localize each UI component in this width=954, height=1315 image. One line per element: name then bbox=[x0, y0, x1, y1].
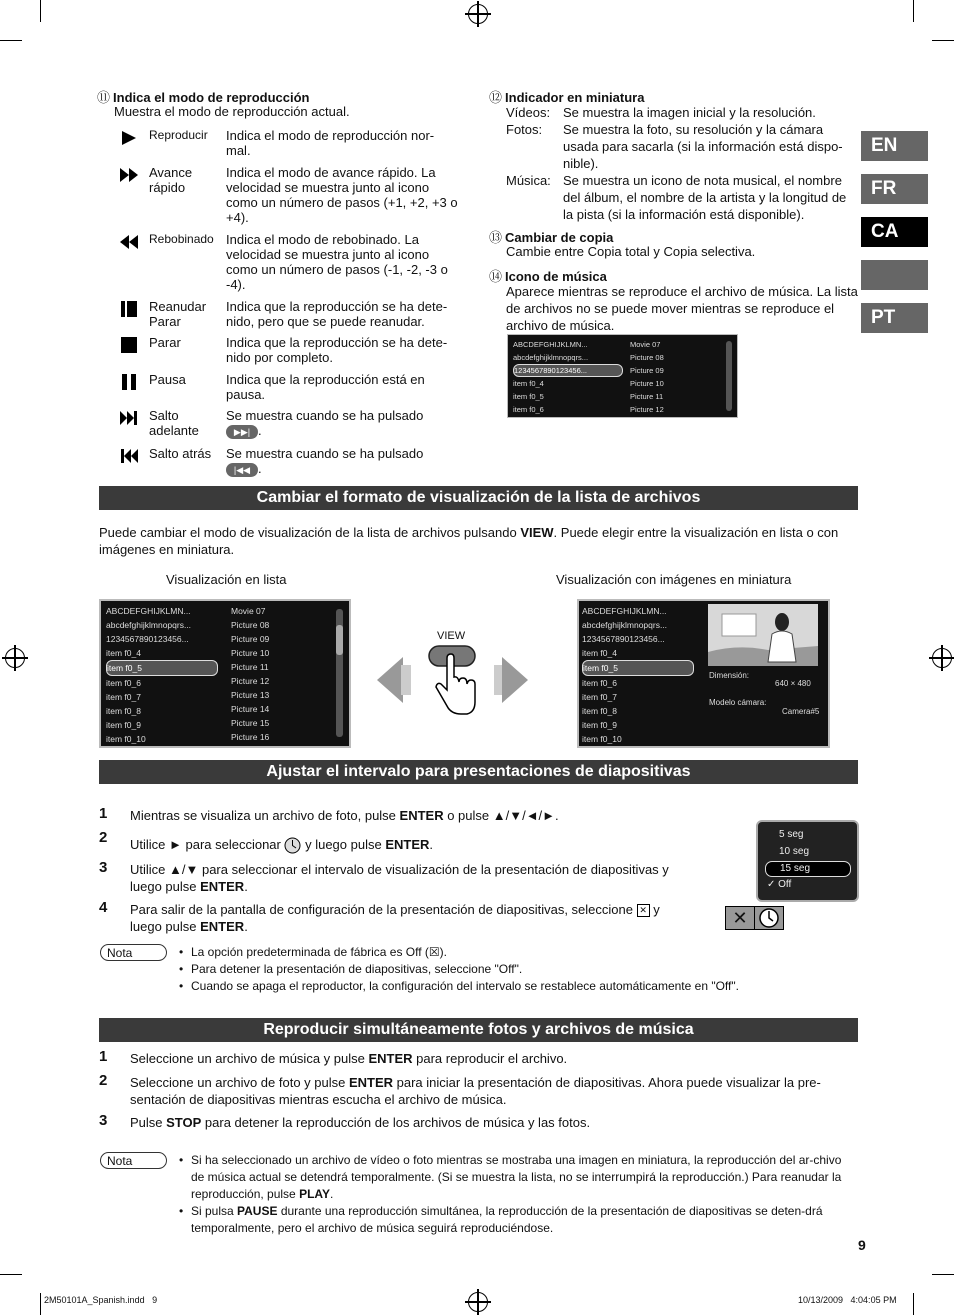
nota-bullet: • Si pulsa PAUSE durante una reproducción simultánea, la reproducción de la presentación de diapositivas se deten-drá temporalmente, pero el archivo de música seguirá reproduciéndose. bbox=[180, 1203, 848, 1237]
nota-bullet: • Si ha seleccionado un archivo de vídeo o foto mientras se mostraba una imagen en miniatura, la reproducción del ar-chivo de música actual se detendrá temporalmente. (Si se muestra la lista, no se interrumpirá la reproducción.) Para reanudar la reproducción, pulse PLAY. bbox=[180, 1152, 848, 1203]
list-item: Picture 16 bbox=[231, 732, 270, 742]
list-item: Picture 10 bbox=[231, 648, 270, 658]
interval-option[interactable]: 10 seg bbox=[779, 846, 810, 857]
tab-fr[interactable]: FR bbox=[861, 174, 928, 204]
section14-heading: ⑭ Icono de música bbox=[489, 269, 607, 284]
list-item: item f0_5 bbox=[513, 392, 544, 401]
thumbnail-view-screenshot bbox=[577, 599, 830, 748]
slideshow-step-text: Mientras se visualiza un archivo de foto, pulse ENTER o pulse ▲/▼/◄/►. bbox=[130, 808, 559, 823]
section13-text: Cambie entre Copia total y Copia selectiva. bbox=[506, 244, 756, 259]
registration-mark-bottom bbox=[468, 1292, 488, 1312]
mode-skip-forward-desc: Se muestra cuando se ha pulsado bbox=[226, 408, 424, 423]
slideshow-step-number: 1 bbox=[99, 805, 108, 822]
nota-bullet: • Cuando se apaga el reproductor, la configuración del intervalo se restablece automáticamente en "Off". bbox=[180, 978, 850, 995]
interval-option[interactable]: 5 seg bbox=[779, 829, 804, 840]
thumbnail-dimension-label: Dimensión: bbox=[709, 671, 750, 680]
registration-mark-right bbox=[932, 648, 952, 668]
rewind-icon bbox=[118, 232, 140, 252]
list-item-selected: 1234567890123456... bbox=[513, 364, 623, 377]
list-item: Picture 08 bbox=[231, 620, 270, 630]
timer-button-icon[interactable] bbox=[754, 906, 784, 930]
section-bar-view-format: Cambiar el formato de visualización de la lista de archivos bbox=[99, 486, 858, 510]
list-item: item f0_6 bbox=[582, 678, 617, 688]
list-view-screenshot bbox=[99, 599, 351, 748]
off-icon: ✕ bbox=[637, 904, 650, 917]
nota-bullet: • La opción predeterminada de fábrica es Off (☒). bbox=[180, 944, 850, 961]
view-intro: Puede cambiar el modo de visualización de la lista de archivos pulsando VIEW. Puede elegir entre la visualización en lista o con imágenes en miniatura. bbox=[99, 525, 839, 557]
view-button-label: VIEW bbox=[437, 630, 466, 642]
music-step-text: Pulse STOP para detener la reproducción de los archivos de música y las fotos. bbox=[130, 1115, 591, 1130]
slideshow-step-text: Para salir de la pantalla de configuración de la presentación de diapositivas, seleccione ✕ y luego pulse ENTER. bbox=[130, 902, 660, 934]
section11-subtitle: Muestra el modo de reproducción actual. bbox=[114, 104, 350, 119]
list-item: item f0_6 bbox=[106, 678, 141, 688]
skip-back-button-icon: |◀◀ bbox=[226, 463, 258, 477]
scrollbar bbox=[726, 341, 732, 411]
list-item: ABCDEFGHIJKLMN... bbox=[513, 340, 588, 349]
section-bar-simultaneous-playback: Reproducir simultáneamente fotos y archivos de música bbox=[99, 1018, 858, 1042]
list-item: Picture 12 bbox=[630, 405, 664, 414]
list-item: Picture 09 bbox=[630, 366, 664, 375]
footer-timestamp: 10/13/2009 4:04:05 PM bbox=[798, 1295, 897, 1305]
list-item: Picture 11 bbox=[630, 392, 664, 401]
list-item: 1234567890123456... bbox=[106, 634, 189, 644]
scrollbar bbox=[336, 609, 343, 737]
registration-mark-left bbox=[5, 648, 25, 668]
off-button-icon[interactable]: ✕ bbox=[725, 906, 755, 930]
list-item: ABCDEFGHIJKLMN... bbox=[582, 606, 667, 616]
pause-icon bbox=[118, 372, 140, 392]
arrow-right-icon bbox=[494, 657, 528, 703]
slideshow-step-number: 4 bbox=[99, 899, 108, 916]
mode-skip-back-desc: Se muestra cuando se ha pulsado bbox=[226, 446, 424, 461]
section13-heading: ⑬ Cambiar de copia bbox=[489, 230, 614, 245]
section12-heading: ⑫ Indicador en miniatura bbox=[489, 90, 645, 105]
footer-filename: 2M50101A_Spanish.indd 9 bbox=[44, 1295, 158, 1305]
section14-title: Icono de música bbox=[505, 269, 607, 284]
interval-option[interactable]: ✓ Off bbox=[767, 879, 792, 890]
section-bar-slideshow-interval: Ajustar el intervalo para presentaciones de diapositivas bbox=[99, 760, 858, 784]
thumbnail-view-label: Visualización con imágenes en miniatura bbox=[556, 572, 792, 587]
list-item: item f0_6 bbox=[513, 405, 544, 414]
list-item: item f0_4 bbox=[513, 379, 544, 388]
fast-forward-icon bbox=[118, 165, 140, 185]
music-step-text: Seleccione un archivo de música y pulse ENTER para reproducir el archivo. bbox=[130, 1051, 568, 1066]
list-item: Picture 09 bbox=[231, 634, 270, 644]
list-item: item f0_4 bbox=[106, 648, 141, 658]
thumbnail-camera-value: Camera#5 bbox=[782, 707, 820, 716]
page-number: 9 bbox=[858, 1237, 866, 1253]
nota-bullet: • Para detener la presentación de diapositivas, seleccione "Off". bbox=[180, 961, 850, 978]
list-item: item f0_7 bbox=[582, 692, 617, 702]
section14-text: Aparece mientras se reproduce el archivo de música. La lista de archivos no se puede mover mientras se reproduce el archivo de música. bbox=[506, 284, 858, 333]
tab-en[interactable]: EN bbox=[861, 131, 928, 161]
thumbnail-dimension-value: 640 × 480 bbox=[775, 679, 811, 688]
slideshow-step-number: 2 bbox=[99, 829, 108, 846]
list-item: abcdefghijklmnopqrs... bbox=[513, 353, 589, 362]
interval-option-selected[interactable]: 15 seg bbox=[765, 861, 851, 877]
music-step-number: 3 bbox=[99, 1112, 108, 1129]
list-item: Picture 13 bbox=[231, 690, 270, 700]
music-step-text: Seleccione un archivo de foto y pulse ENTER para iniciar la presentación de diapositivas. Ahora puede visualizar la pre-sentación de diapositivas mientras escucha el archivo de música. bbox=[130, 1075, 821, 1107]
slideshow-step-number: 3 bbox=[99, 859, 108, 876]
list-view-label: Visualización en lista bbox=[166, 572, 287, 587]
list-item-selected: item f0_5 bbox=[582, 660, 694, 676]
list-item: Movie 07 bbox=[630, 340, 661, 349]
list-item: Picture 12 bbox=[231, 676, 270, 686]
thumbnail-camera-label: Modelo cámara: bbox=[709, 698, 767, 707]
list-item: Picture 15 bbox=[231, 718, 270, 728]
list-item: item f0_9 bbox=[106, 720, 141, 730]
list-item: Picture 11 bbox=[231, 662, 269, 672]
list-item: item f0_7 bbox=[106, 692, 141, 702]
music-step-number: 2 bbox=[99, 1072, 108, 1089]
nota-badge: Nota bbox=[100, 1152, 167, 1169]
list-item: Picture 14 bbox=[231, 704, 270, 714]
music-step-number: 1 bbox=[99, 1048, 108, 1065]
off-timer-buttons bbox=[725, 906, 783, 930]
list-item: item f0_10 bbox=[582, 734, 622, 744]
tab-es[interactable] bbox=[861, 260, 928, 290]
section12-title: Indicador en miniatura bbox=[505, 90, 645, 105]
list-item: item f0_4 bbox=[582, 648, 617, 658]
skip-back-icon bbox=[118, 446, 140, 466]
list-item: 1234567890123456... bbox=[582, 634, 665, 644]
list-item: item f0_9 bbox=[582, 720, 617, 730]
list-item: Picture 10 bbox=[630, 379, 664, 388]
clock-icon bbox=[284, 837, 301, 854]
list-item: ABCDEFGHIJKLMN... bbox=[106, 606, 191, 616]
interval-menu bbox=[756, 820, 859, 902]
skip-forward-icon bbox=[118, 408, 140, 428]
stop-icon bbox=[118, 335, 140, 355]
play-icon bbox=[118, 128, 140, 148]
list-item: item f0_8 bbox=[106, 706, 141, 716]
list-item: Picture 08 bbox=[630, 353, 664, 362]
list-item: abcdefghijklmnopqrs... bbox=[582, 620, 668, 630]
list-item: abcdefghijklmnopqrs... bbox=[106, 620, 192, 630]
tab-ca[interactable]: CA bbox=[861, 217, 928, 247]
section13-title: Cambiar de copia bbox=[505, 230, 614, 245]
slideshow-step-text: Utilice ▲/▼ para seleccionar el intervalo de visualización de la presentación de diapositivas y luego pulse ENTER. bbox=[130, 862, 669, 894]
list-item: Movie 07 bbox=[231, 606, 266, 616]
list-item: item f0_10 bbox=[106, 734, 146, 744]
music-list-screenshot bbox=[507, 334, 738, 418]
list-item: item f0_8 bbox=[582, 706, 617, 716]
section11-title: Indica el modo de reproducción bbox=[113, 90, 310, 105]
arrow-left-icon bbox=[377, 657, 411, 703]
section11-heading: ⑪ Indica el modo de reproducción bbox=[97, 90, 310, 105]
registration-mark-top bbox=[468, 4, 488, 24]
list-item-selected: item f0_5 bbox=[106, 660, 218, 676]
slideshow-step-text: Utilice ► para seleccionar y luego pulse ENTER. bbox=[130, 836, 690, 854]
tab-pt[interactable]: PT bbox=[861, 303, 928, 333]
nota-badge: Nota bbox=[100, 944, 167, 961]
thumbnail-photo bbox=[708, 604, 818, 666]
skip-forward-button-icon: ▶▶| bbox=[226, 425, 258, 439]
resume-stop-icon bbox=[118, 299, 140, 319]
view-button-hand-icon[interactable] bbox=[427, 644, 479, 718]
